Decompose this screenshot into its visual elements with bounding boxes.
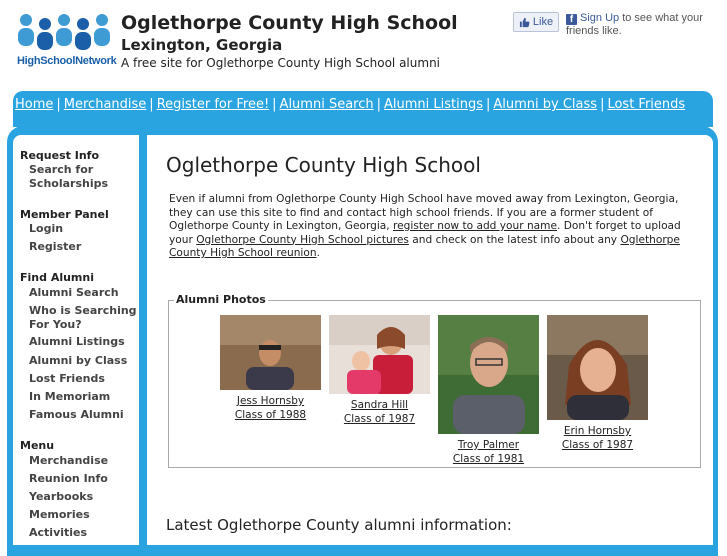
nav-separator: |: [149, 97, 154, 112]
sidebar-item-alumni-search[interactable]: Alumni Search: [29, 286, 119, 299]
site-location: Lexington, Georgia: [121, 36, 283, 54]
site-title: Oglethorpe County High School: [121, 12, 458, 34]
facebook-signup-text: to see what your friends like.: [566, 12, 703, 37]
facebook-signup-link[interactable]: Sign Up: [580, 12, 620, 24]
alumni-class[interactable]: Class of 1987: [561, 439, 634, 451]
facebook-icon: f: [566, 14, 577, 25]
intro-part: . Don't forget to upload your: [169, 220, 681, 246]
sidebar-item-search-scholarships[interactable]: Search for Scholarships: [29, 163, 109, 190]
register-link[interactable]: register now to add your name: [393, 220, 558, 232]
alumni-photo[interactable]: [329, 315, 430, 394]
sidebar-item-register[interactable]: Register: [29, 240, 82, 253]
sidebar-item-lost-friends[interactable]: Lost Friends: [29, 372, 105, 385]
intro-part: Even if alumni from Oglethorpe County High School have moved away from Lexington, Georgia, they can use this site to find and contact high school friends. If you are a former student of Oglethorpe County in Lexington, Georgia,: [169, 193, 679, 232]
sidebar-item-reunion-info[interactable]: Reunion Info: [29, 472, 108, 485]
alumni-name[interactable]: Erin Hornsby: [563, 425, 632, 437]
sidebar-item-who-searching[interactable]: Who is Searching For You?: [29, 304, 137, 331]
sidebar-item-activities[interactable]: Activities: [29, 526, 88, 539]
sidebar-item-famous-alumni[interactable]: Famous Alumni: [29, 408, 124, 421]
nav-alumni-listings[interactable]: Alumni Listings: [384, 97, 483, 112]
reunion-link[interactable]: Oglethorpe County High School reunion: [169, 233, 680, 259]
page-title: Oglethorpe County High School: [166, 153, 481, 177]
nav-alumni-by-class[interactable]: Alumni by Class: [493, 97, 598, 112]
alumni-name[interactable]: Troy Palmer: [457, 439, 520, 451]
sidebar-item-merchandise[interactable]: Merchandise: [29, 454, 109, 467]
nav-separator: |: [600, 97, 605, 112]
alumni-photo-card[interactable]: [438, 315, 539, 466]
facebook-signup: [566, 12, 716, 38]
site-tagline: A free site for Oglethorpe County High School alumni: [121, 56, 441, 70]
sidebar-heading-find-alumni: Find Alumni: [20, 271, 94, 284]
alumni-name[interactable]: Jess Hornsby: [236, 395, 305, 407]
alumni-photos-legend: Alumni Photos: [176, 293, 266, 306]
main-nav: [13, 91, 713, 127]
alumni-class[interactable]: Class of 1981: [452, 453, 525, 465]
alumni-name[interactable]: Sandra Hill: [350, 399, 409, 411]
sidebar-item-login[interactable]: Login: [29, 222, 64, 235]
nav-separator: |: [486, 97, 491, 112]
latest-info-heading: Latest Oglethorpe County alumni information:: [166, 516, 512, 534]
intro-part: .: [316, 247, 320, 259]
logo-text: HighSchoolNetwork: [17, 55, 117, 67]
alumni-photo[interactable]: [438, 315, 539, 434]
sidebar-item-alumni-listings[interactable]: Alumni Listings: [29, 335, 125, 348]
sidebar-heading-member-panel: Member Panel: [20, 208, 109, 221]
nav-alumni-search[interactable]: Alumni Search: [279, 97, 374, 112]
thumbs-up-icon: [519, 17, 530, 28]
like-label: Like: [532, 16, 554, 28]
sidebar-item-memories[interactable]: Memories: [29, 508, 90, 521]
sidebar-item-in-memoriam[interactable]: In Memoriam: [29, 390, 111, 403]
sidebar-item-alumni-by-class[interactable]: Alumni by Class: [29, 354, 128, 367]
nav-home[interactable]: Home: [15, 97, 54, 112]
intro-part: and check on the latest info about any: [408, 233, 621, 246]
nav-merchandise[interactable]: Merchandise: [63, 97, 147, 112]
nav-register[interactable]: Register for Free!: [156, 97, 270, 112]
alumni-photo[interactable]: [547, 315, 648, 420]
alumni-photo-card[interactable]: [329, 315, 430, 426]
alumni-photo[interactable]: [220, 315, 321, 390]
nav-separator: |: [272, 97, 277, 112]
sidebar-item-yearbooks[interactable]: Yearbooks: [29, 490, 94, 503]
alumni-photo-card[interactable]: [547, 315, 648, 452]
sidebar-heading-menu: Menu: [20, 439, 55, 452]
nav-lost-friends[interactable]: Lost Friends: [607, 97, 686, 112]
sidebar: [13, 135, 139, 545]
alumni-photo-card[interactable]: [220, 315, 321, 422]
nav-separator: |: [376, 97, 381, 112]
alumni-class[interactable]: Class of 1988: [234, 409, 307, 421]
people-logo-icon: [16, 12, 112, 56]
alumni-class[interactable]: Class of 1987: [343, 413, 416, 425]
facebook-like-button[interactable]: [513, 12, 559, 32]
nav-separator: |: [56, 97, 61, 112]
pictures-link[interactable]: Oglethorpe County High School pictures: [196, 233, 409, 246]
intro-text: [169, 193, 699, 261]
sidebar-heading-request-info: Request Info: [20, 149, 99, 162]
